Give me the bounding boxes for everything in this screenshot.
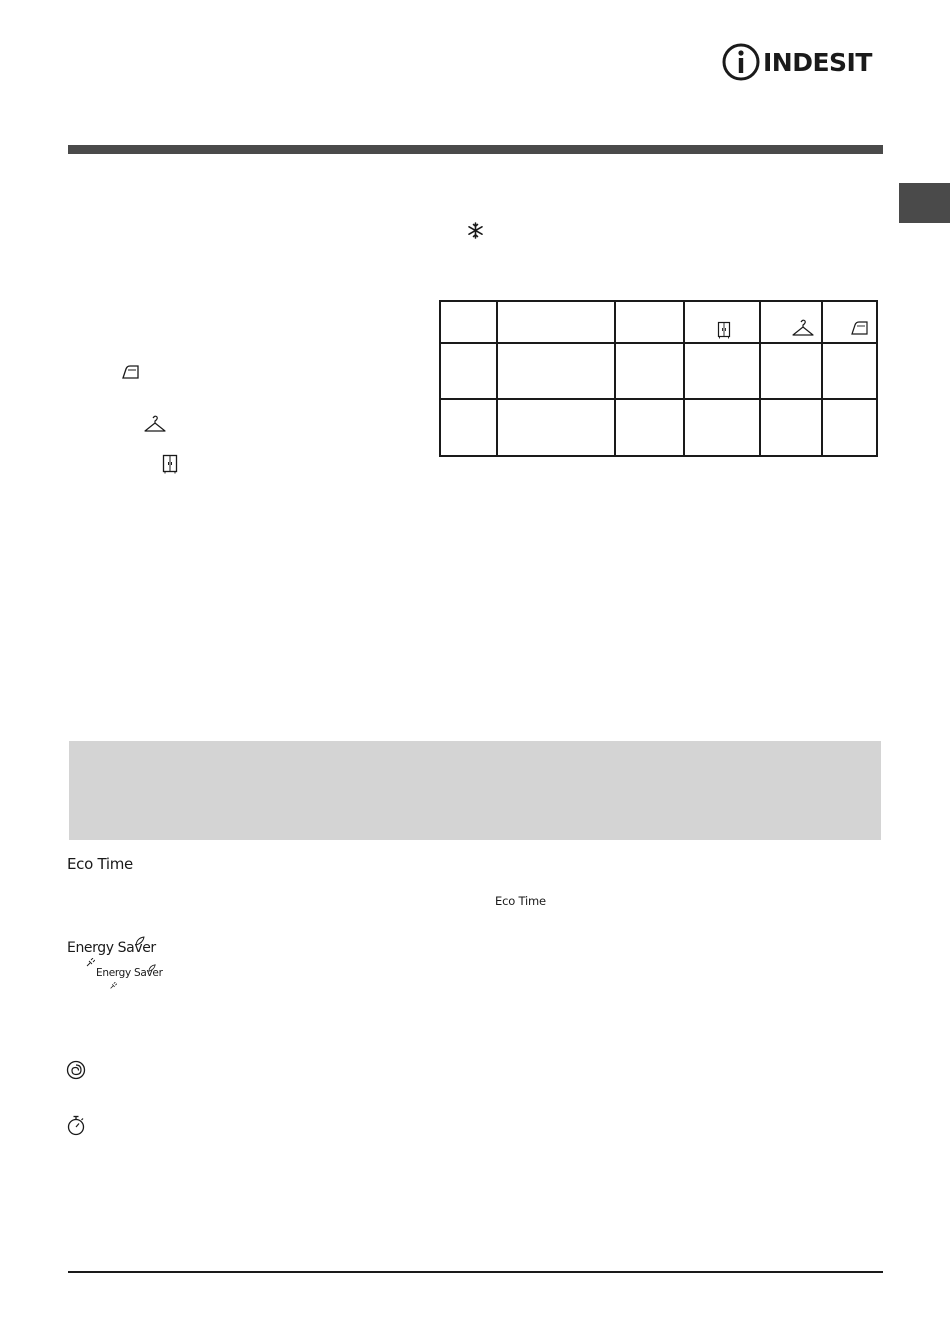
iron-icon [121, 364, 141, 380]
table-header-iron-icon [850, 320, 870, 336]
header-bar [68, 145, 883, 154]
table-divider [441, 398, 876, 400]
note-box [69, 741, 881, 840]
table-header-hanger-icon [791, 318, 815, 338]
wardrobe-icon [162, 454, 178, 474]
drying-table [439, 300, 878, 457]
table-divider [821, 302, 823, 455]
brand-logo [722, 40, 884, 84]
footer-rule [68, 1271, 883, 1273]
spiral-icon [66, 1060, 86, 1080]
table-divider [614, 302, 616, 455]
brand-circle-icon [722, 42, 760, 82]
ecotime-label: Eco Time [67, 855, 133, 873]
table-divider [441, 342, 876, 344]
eco-leaf-small-icon [148, 964, 156, 972]
table-divider [496, 302, 498, 455]
section-tab [899, 183, 950, 223]
energy-saver-small-label: Energy Saver [96, 967, 163, 979]
brand-name: INDESIT [763, 47, 872, 77]
energy-saver-label: Energy Saver [67, 940, 156, 956]
plug-small-icon [109, 982, 117, 990]
table-divider [759, 302, 761, 455]
snowflake-icon [467, 222, 484, 239]
ecotime-inline-logo [495, 894, 546, 908]
hanger-icon [143, 414, 167, 434]
plug-icon [85, 958, 95, 968]
eco-leaf-icon [135, 936, 145, 946]
ecotime-logo [67, 855, 133, 873]
table-divider [683, 302, 685, 455]
timer-icon [66, 1115, 86, 1136]
table-header-wardrobe-icon [717, 321, 731, 339]
ecotime-inline-label: Eco Time [495, 894, 546, 908]
